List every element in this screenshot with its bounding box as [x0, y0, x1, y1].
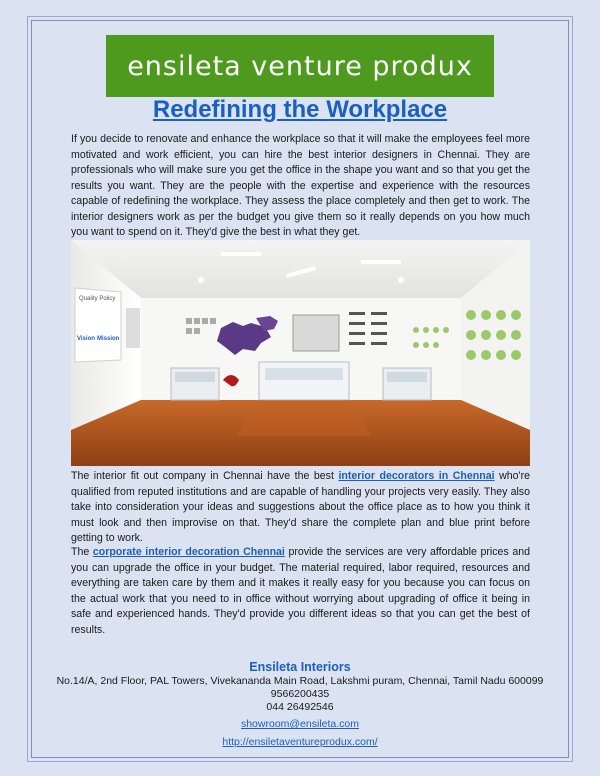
page-title: Redefining the Workplace	[152, 96, 448, 123]
corporate-decoration-link[interactable]: corporate interior decoration Chennai	[92, 546, 285, 558]
footer-phone-mobile: 9566200435	[270, 688, 330, 700]
photo-vision-label: Vision	[77, 336, 95, 342]
intro-paragraph: If you decide to renovate and enhance the workplace so that it will make the employees feel more motivated and work efficient, you can hire the best interior designers in Chennai. They are professionals who will make sure you get the office in the shape you want and so that you get the results you want. They are the people with the expertise and experience with the resources capable of redefining the workplace. They assess the place completely and then get to work. The interior designers work as per the budget you give them so it really depends on you how much you want to spend on it. They'd give the best in what they get.	[71, 133, 530, 238]
footer-website-link[interactable]: http://ensiletaventureprodux.com/	[222, 736, 378, 748]
photo-quality-policy: Quality Policy	[79, 296, 116, 302]
corporate-text-before: The	[71, 546, 93, 558]
corporate-paragraph	[71, 545, 530, 638]
interior-decorators-link[interactable]: interior decorators in Chennai	[338, 470, 495, 482]
company-logo	[106, 35, 494, 97]
corporate-text-after: provide the services are very affordable prices and you can upgrade the office in your budget. The material required, labor required, resources and everything are taken care by them and it makes it really easy for you because you can focus on the actual work that you need to in office without worrying about upgrading of office it being in safe and experienced hands. They'd provide you different ideas so that you can get the best of results.	[71, 546, 530, 636]
decorators-text-before: The interior fit out company in Chennai have the best	[71, 470, 339, 482]
logo-text: ensileta venture produx	[127, 50, 473, 82]
footer-address: No.14/A, 2nd Floor, PAL Towers, Vivekananda Main Road, Lakshmi puram, Chennai, Tamil Nadu 600099	[56, 675, 544, 687]
decorators-paragraph	[71, 469, 530, 547]
office-interior-photo	[71, 240, 530, 466]
photo-mission-label: Mission	[97, 336, 120, 342]
footer-company-name: Ensileta Interiors	[249, 660, 351, 674]
footer-phone-landline: 044 26492546	[266, 701, 334, 713]
decorators-text-after: who're qualified from reputed institutions and are capable of handling your projects very easily. They also take into consideration your ideas and suggestions about the office place as to how you think it must look and then improvise on that. They'd share the complete plan and blue print before getting to work.	[71, 470, 530, 544]
footer-email-link[interactable]: showroom@ensileta.com	[240, 718, 360, 730]
contact-footer	[0, 659, 600, 750]
